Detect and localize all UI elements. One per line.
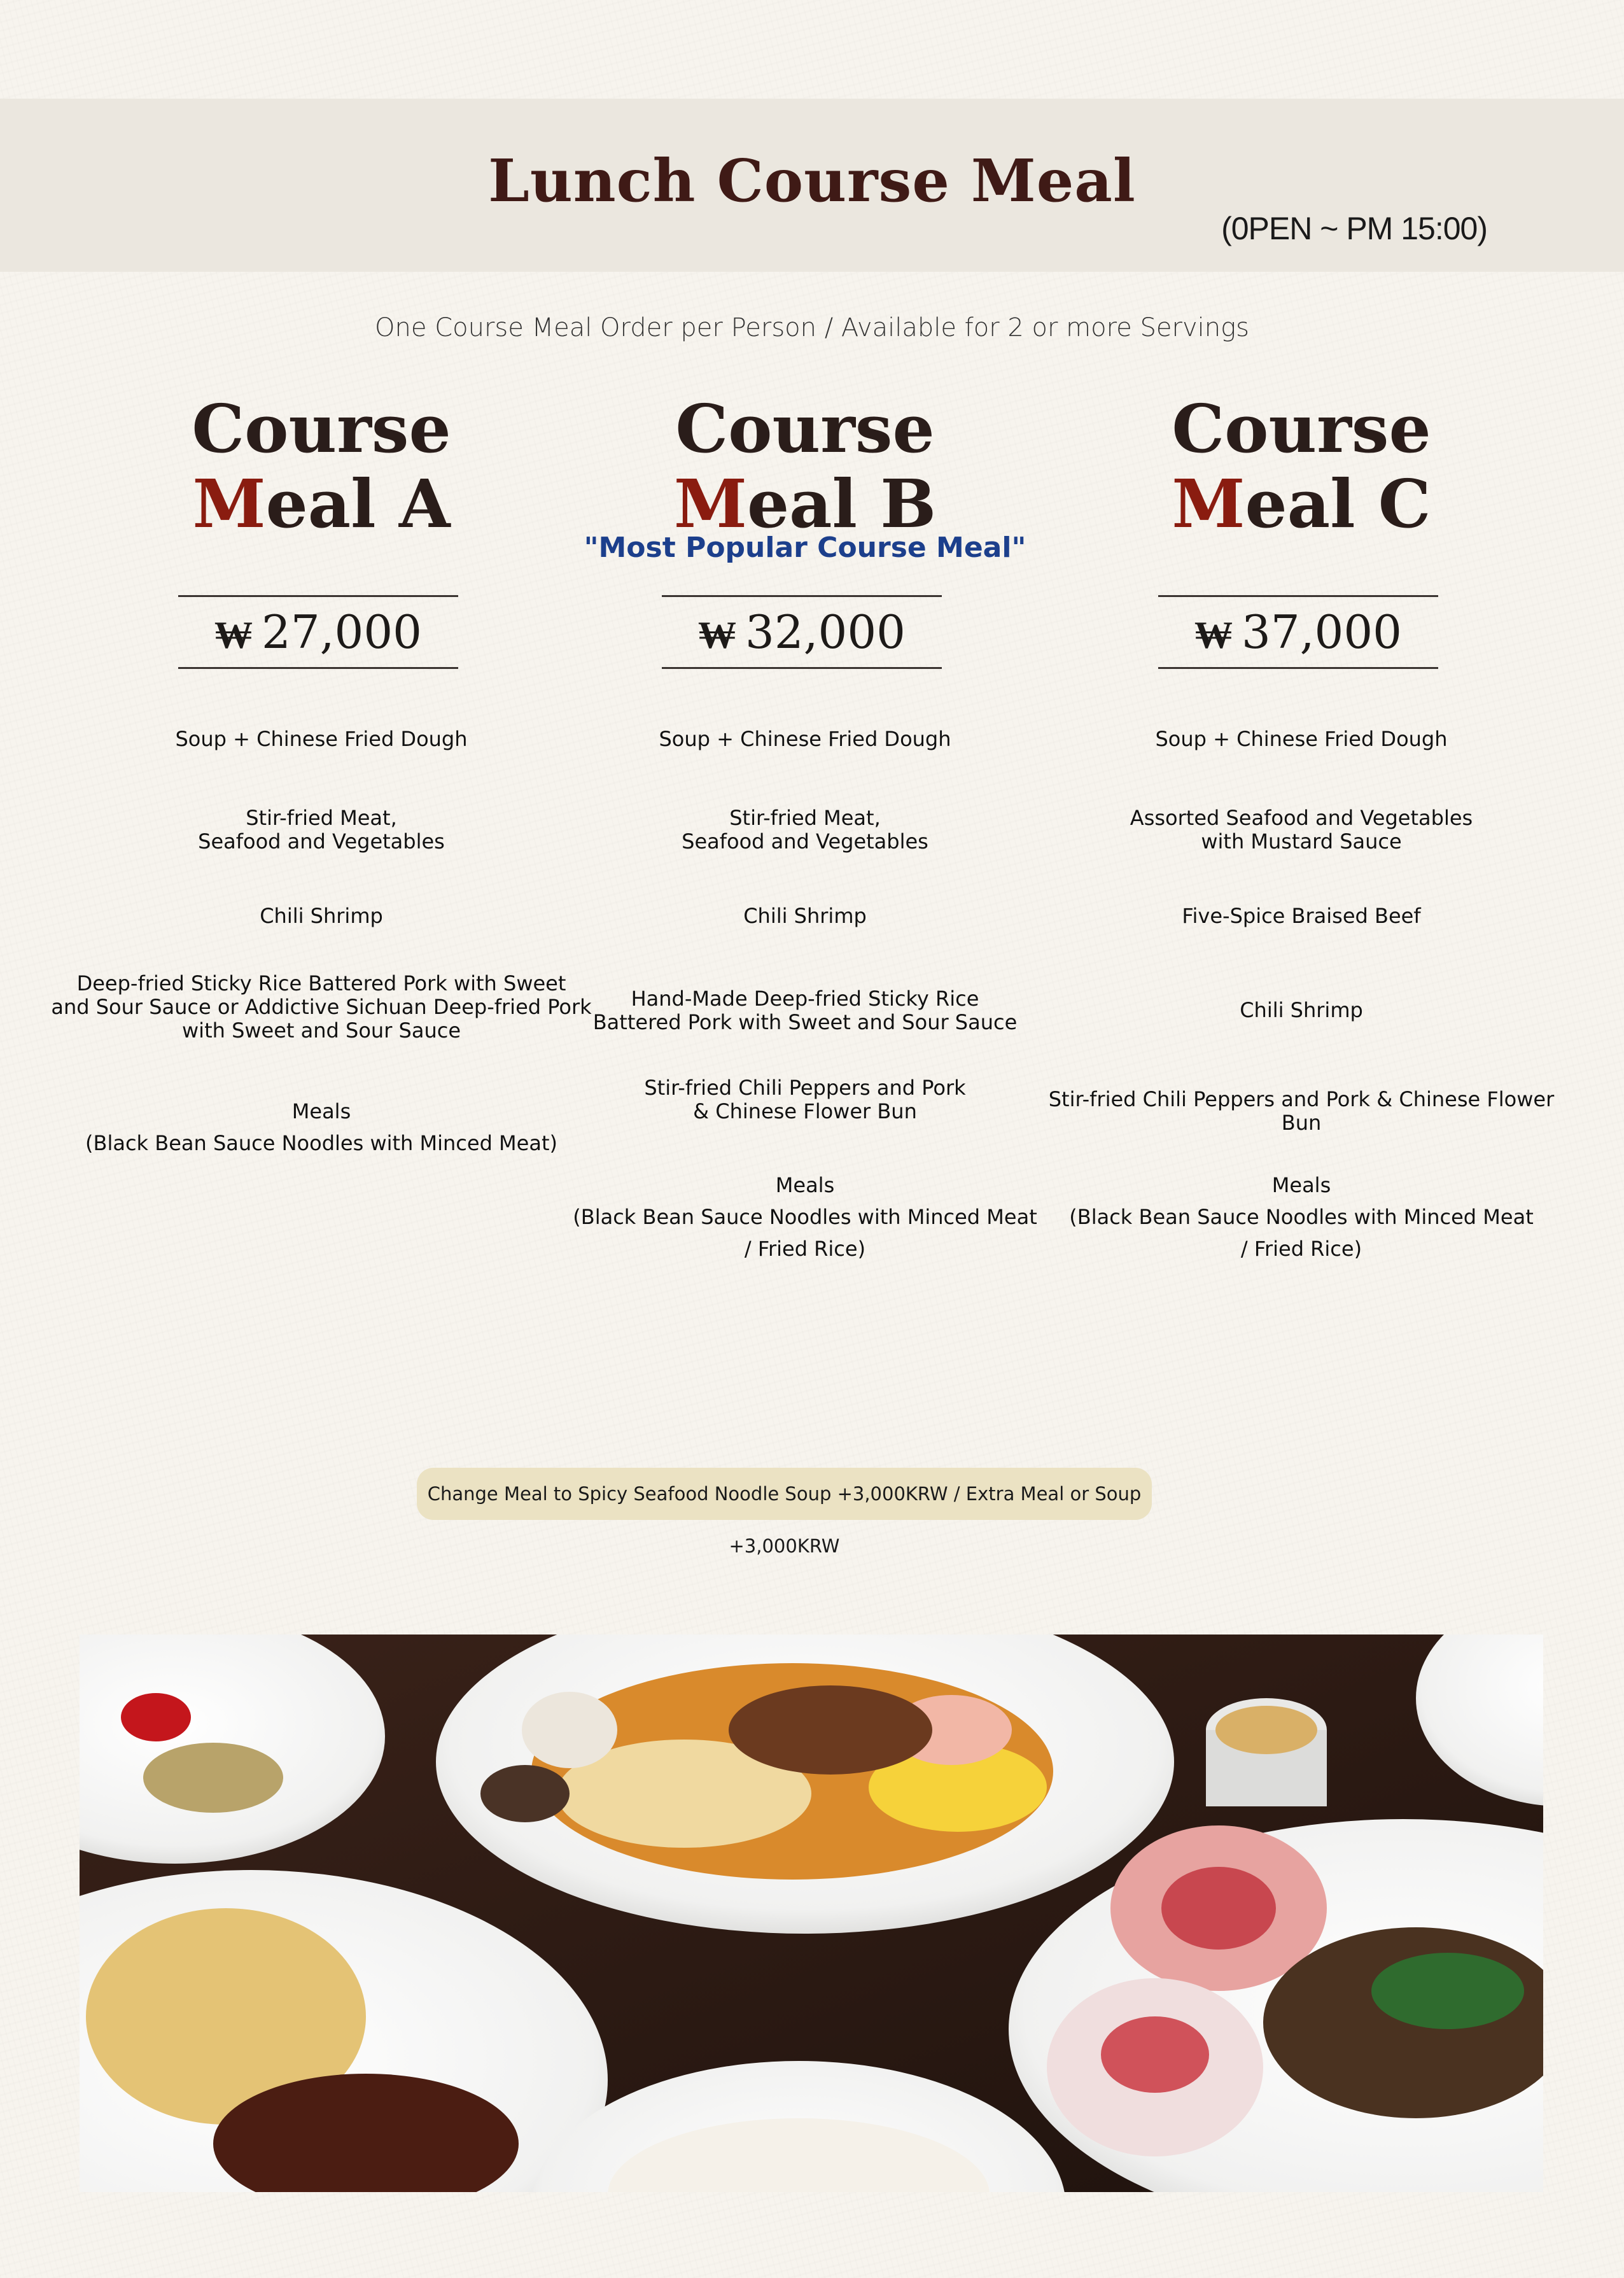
course-item: Hand-Made Deep-fried Sticky Rice Battered Pork with Sweet and Sour Sauce xyxy=(592,987,1018,1034)
course-title-rest: eal C xyxy=(1245,465,1431,543)
course-column-c xyxy=(1028,390,1575,1261)
course-title xyxy=(531,391,1079,542)
course-title-initial: M xyxy=(673,465,747,543)
course-title-line1: Course xyxy=(1172,390,1431,468)
course-item: Assorted Seafood and Vegetables with Mustard Sauce xyxy=(1130,806,1473,854)
course-title-rest: eal B xyxy=(746,465,937,543)
course-item: Chili Shrimp xyxy=(1240,998,1363,1022)
course-item-meals: Meals (Black Bean Sauce Noodles with Minced Meat) xyxy=(85,1099,557,1155)
food-photo xyxy=(80,1635,1543,2192)
order-policy-subtitle: One Course Meal Order per Person / Available for 2 or more Servings xyxy=(375,313,1249,342)
course-item: Soup + Chinese Fried Dough xyxy=(659,727,951,751)
price-value: 37,000 xyxy=(1242,605,1402,659)
price-box xyxy=(1158,595,1438,669)
course-title-line2 xyxy=(531,467,1079,542)
course-item: Stir-fried Chili Peppers and Pork & Chinese Flower Bun xyxy=(644,1076,966,1123)
currency-symbol: ₩ xyxy=(698,613,737,657)
course-item: Soup + Chinese Fried Dough xyxy=(1155,727,1448,751)
course-item: Chili Shrimp xyxy=(260,904,383,928)
course-item: Stir-fried Chili Peppers and Pork & Chinese Flower Bun xyxy=(1048,1087,1555,1135)
course-item: Stir-fried Meat, Seafood and Vegetables xyxy=(682,806,928,854)
currency-symbol: ₩ xyxy=(1194,613,1233,657)
course-title xyxy=(48,391,595,542)
course-title-line2 xyxy=(48,467,595,542)
most-popular-badge: "Most Popular Course Meal" xyxy=(584,531,1026,564)
course-item: Deep-fried Sticky Rice Battered Pork with Sweet and Sour Sauce or Addictive Sichuan Deep-fried Pork with Sweet and Sour Sauce xyxy=(51,971,592,1043)
page-title: Lunch Course Meal xyxy=(488,146,1136,215)
course-item-meals: Meals (Black Bean Sauce Noodles with Minced Meat / Fried Rice) xyxy=(1069,1173,1534,1261)
price-box xyxy=(178,595,458,669)
course-title-line1: Course xyxy=(192,390,451,468)
course-title-line2 xyxy=(1028,467,1575,542)
course-column-b xyxy=(531,390,1079,1261)
course-title-rest: eal A xyxy=(265,465,451,543)
opening-hours: (0PEN ~ PM 15:00) xyxy=(1221,211,1487,246)
price-box xyxy=(662,595,942,669)
course-item: Stir-fried Meat, Seafood and Vegetables xyxy=(198,806,445,854)
course-title-initial: M xyxy=(192,465,266,543)
price-value: 32,000 xyxy=(745,605,906,659)
course-item: Soup + Chinese Fried Dough xyxy=(175,727,468,751)
course-title xyxy=(1028,391,1575,542)
course-item-meals: Meals (Black Bean Sauce Noodles with Minced Meat / Fried Rice) xyxy=(573,1173,1037,1261)
course-column-a xyxy=(48,390,595,1155)
course-title-initial: M xyxy=(1172,465,1245,543)
course-title-line1: Course xyxy=(675,390,935,468)
course-item: Chili Shrimp xyxy=(743,904,867,928)
price-value: 27,000 xyxy=(262,605,422,659)
currency-symbol: ₩ xyxy=(214,613,253,657)
course-item: Five-Spice Braised Beef xyxy=(1182,904,1421,928)
extra-charge-notice: Change Meal to Spicy Seafood Noodle Soup +3,000KRW / Extra Meal or Soup +3,000KRW xyxy=(417,1468,1152,1520)
